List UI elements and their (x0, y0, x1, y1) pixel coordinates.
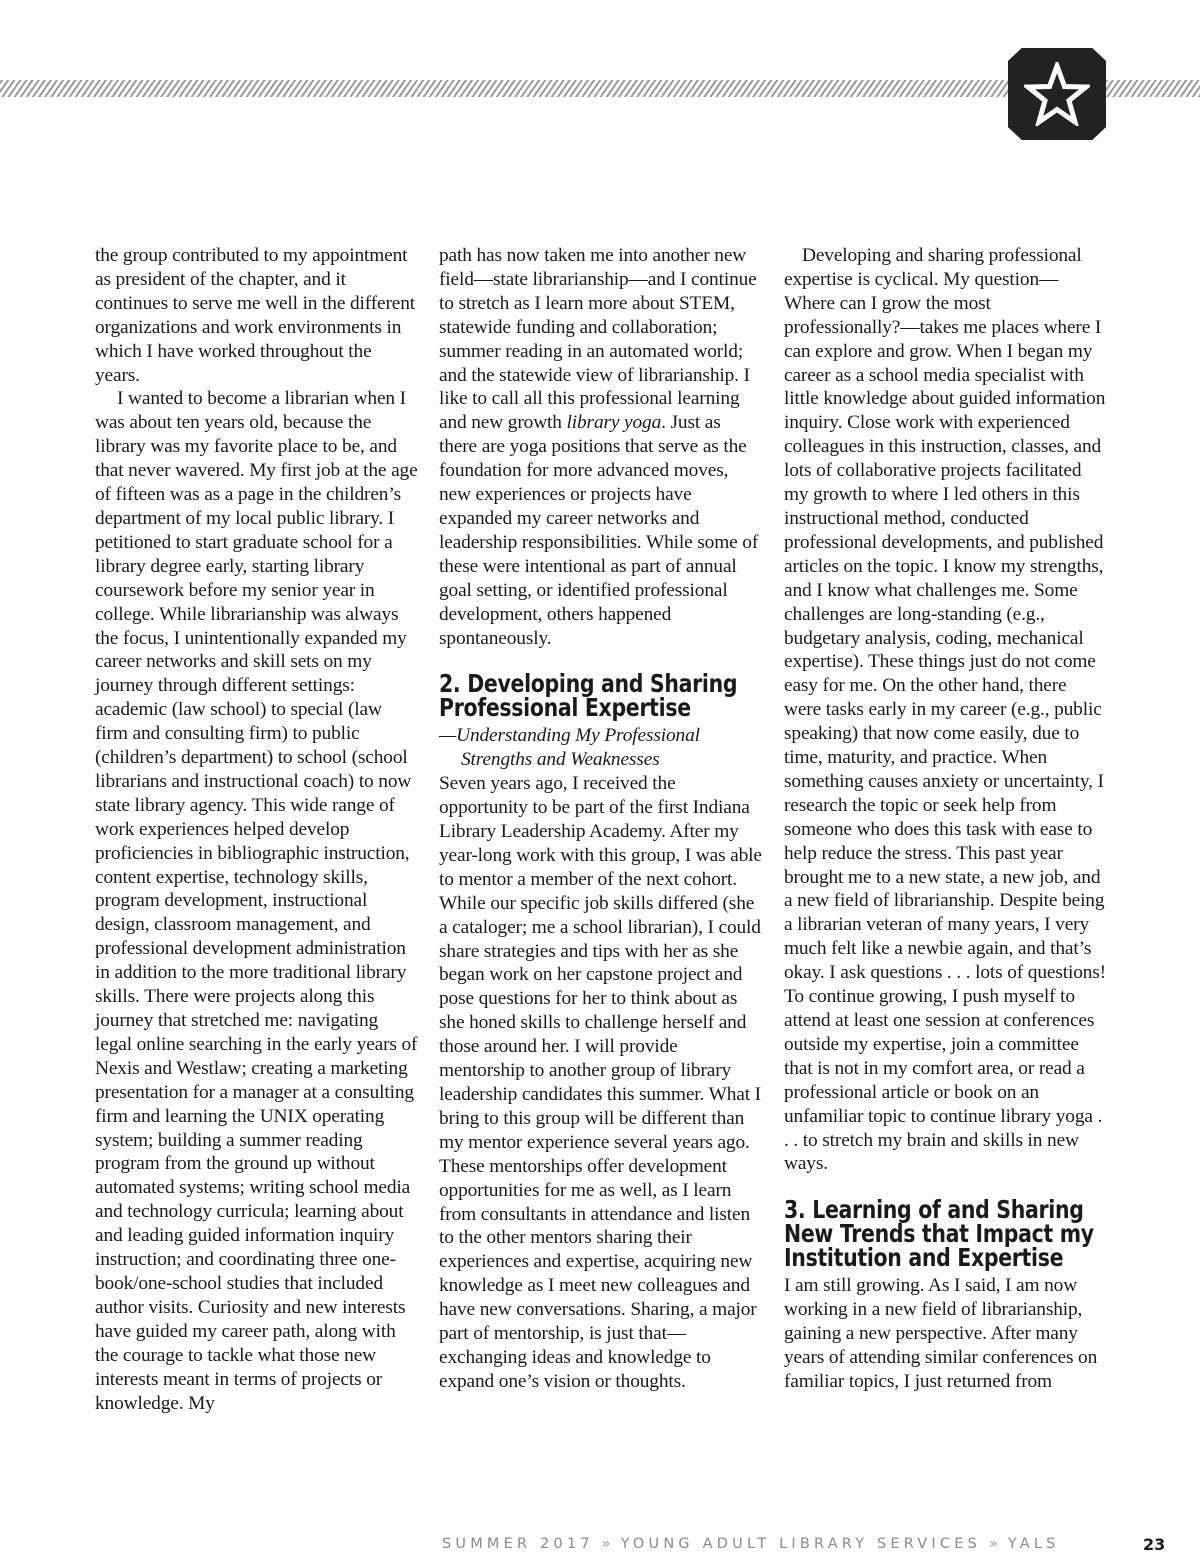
footer-publication: YOUNG ADULT LIBRARY SERVICES (620, 1536, 981, 1552)
footer-org: YALS (1007, 1536, 1060, 1552)
section-heading: 2. Developing and Sharing Professional Expertise (439, 669, 738, 723)
column-3 (784, 244, 1108, 1394)
section-badge (1008, 48, 1106, 140)
footer-separator: » (601, 1536, 613, 1552)
subtitle-line: Strengths and Weaknesses (461, 749, 660, 771)
column-2 (439, 244, 763, 1394)
body-paragraph: Developing and sharing professional expertise is cyclical. My question—Where can I grow the most professionally?—takes me places where I can explore and grow. When I began my career as a school media specialist with little knowledge about guided information inquiry. Close work with experienced colleagues in this instruction, classes, and lots of collaborative projects facilitated my growth to where I led others in this instructional method, conducted professional developments, and published articles on the topic. I know my strengths, and I know what challenges me. Some challenges are long-standing (e.g., budgetary analysis, coding, mechanical expertise). These things just do not come easy for me. On the other hand, there were tasks early in my career (e.g., public speaking) that now come easily, due to time, maturity, and practice. When something causes anxiety or uncertainty, I research the topic or seek help from someone who does this task with ease to help reduce the stress. This past year brought me to a new state, a new job, and a new field of librarianship. Despite being a librarian veteran of many years, I very much felt like a newbie again, and that’s okay. I ask questions . . . lots of questions! To continue growing, I push myself to attend at least one session at conferences outside my expertise, join a committee that is not in my comfort area, or read a professional article or book on an unfamiliar topic to continue library yoga . . . to stretch my brain and skills in new ways. (784, 245, 1106, 1175)
footer-separator: » (988, 1536, 1000, 1552)
section-subtitle (439, 724, 763, 772)
page-number: 23 (1143, 1535, 1166, 1554)
body-text: . Just as there are yoga positions that serve as the foundation for more advanced moves, new experiences or projects have expanded my career networks and leadership responsibilities. While some of these were intentional as part of annual goal setting, or identified professional development, others happened spontaneously. (439, 412, 759, 649)
section-heading: 3. Learning of and Sharing New Trends that Impact my Institution and Expertise (784, 1195, 1094, 1273)
emphasis-text: library yoga (566, 412, 662, 434)
body-paragraph: Seven years ago, I received the opportunity to be part of the first Indiana Library Leadership Academy. After my year-long work with this group, I was able to mentor a member of the next cohort. While our specific job skills differed (she a cataloger; me a school librarian), I could share strategies and tips with her as she began work on her capstone project and pose questions for her to think about as she honed skills to challenge herself and those around her. I will provide mentorship to another group of library leadership candidates this summer. What I bring to this group will be different than my mentor experience several years ago. These mentorships offer development opportunities for me as well, as I learn from consultants in attendance and listen to the other mentors sharing their experiences and expertise, acquiring new knowledge as I meet new colleagues and have new conversations. Sharing, a major part of mentorship, is just that—exchanging ideas and knowledge to expand one’s vision or thoughts. (439, 773, 762, 1392)
star-icon (1024, 62, 1090, 126)
body-paragraph: the group contributed to my appointment as president of the chapter, and it continues to serve me well in the different organizations and work environments in which I have worked throughout the years. (95, 245, 416, 386)
body-paragraph: I am still growing. As I said, I am now working in a new field of librarianship, gaining a new perspective. After many years of attending similar conferences on familiar topics, I just returned from (784, 1275, 1098, 1392)
subtitle-line: —Understanding My Professional (439, 725, 700, 747)
column-1 (95, 244, 419, 1415)
body-paragraph (439, 244, 763, 650)
body-text: path has now taken me into another new field—state librarianship—and I continue to stretch as I learn more about STEM, statewide funding and collaboration; summer reading in an automated world; and the statewide view of librarianship. I like to call all this professional learning and new growth (439, 245, 757, 434)
body-paragraph: I wanted to become a librarian when I was about ten years old, because the library was my favorite place to be, and that never wavered. My first job at the age of fifteen was as a page in the children’s department of my local public library. I petitioned to start graduate school for a library degree early, starting library coursework before my senior year in college. While librarianship was always the focus, I unintentionally expanded my career networks and skill sets on my journey through different settings: academic (law school) to special (law firm and consulting firm) to public (children’s department) to school (school librarians and instructional coach) to now state library agency. This wide range of work experiences helped develop proficiencies in bibliographic instruction, content expertise, technology skills, program development, instructional design, classroom management, and professional development administration in addition to the more traditional library skills. There were projects along this journey that stretched me: navigating legal online searching in the early years of Nexis and Westlaw; creating a marketing presentation for a manager at a consulting firm and learning the UNIX operating system; building a summer reading program from the ground up without automated systems; writing school media and technology curricula; learning about and leading guided information inquiry instruction; and coordinating three one-book/one-school studies that included author visits. Curiosity and new interests have guided my career path, along with the courage to tackle what those new interests meant in terms of projects or knowledge. My (95, 388, 418, 1414)
footer-season: SUMMER 2017 (442, 1536, 594, 1552)
running-footer (442, 1536, 1060, 1552)
